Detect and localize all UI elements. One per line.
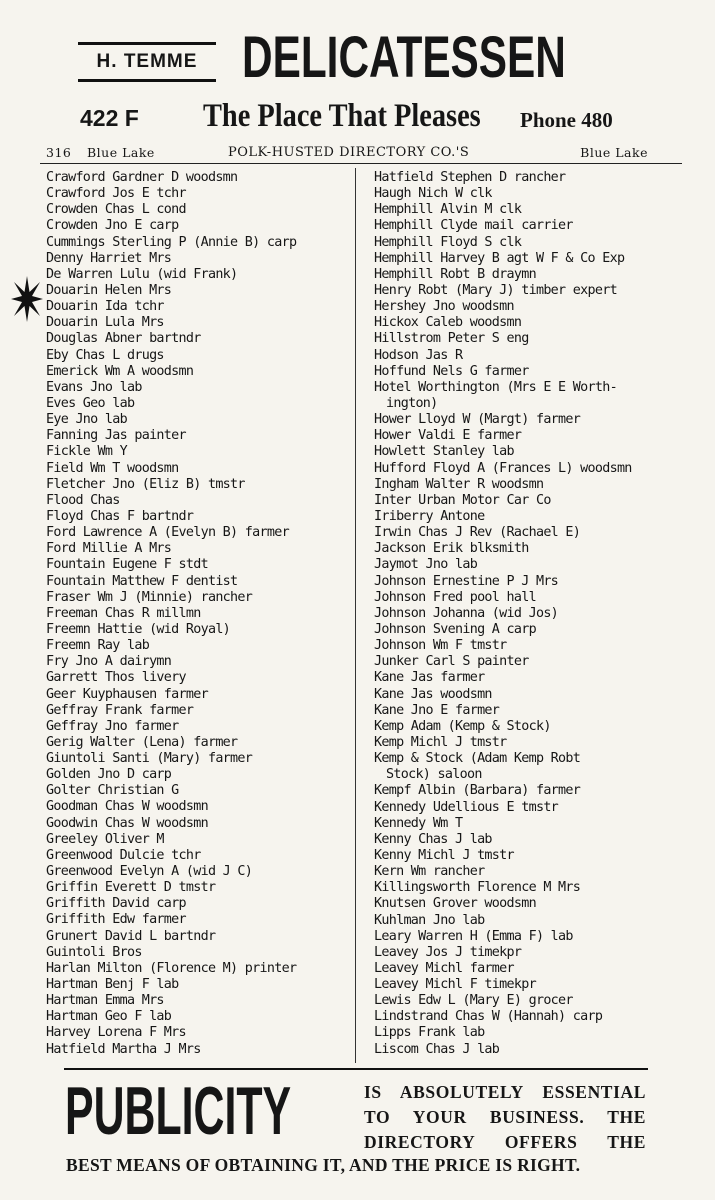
directory-entry	[46, 267, 352, 283]
directory-entry	[374, 525, 686, 541]
entry-text: Hickox Caleb woodsmn	[374, 315, 522, 331]
entry-continuation: Stock) saloon	[386, 767, 482, 783]
entry-text: Cummings Sterling P (Annie B) carp	[46, 234, 297, 250]
left-column-entries	[46, 170, 352, 1058]
directory-entry	[374, 719, 686, 735]
directory-entry	[46, 799, 352, 815]
entry-text: Johnson Wm F tmstr	[374, 638, 507, 654]
entry-text: Kuhlman Jno lab	[374, 912, 485, 928]
directory-entry	[374, 961, 686, 977]
directory-entry	[374, 218, 686, 234]
directory-entry	[374, 1009, 686, 1025]
ad-divider	[64, 1068, 648, 1070]
directory-entry	[374, 283, 686, 299]
entry-text: Harvey Lorena F Mrs	[46, 1025, 186, 1041]
business-phone: Phone 480	[520, 108, 613, 132]
directory-entry	[46, 170, 352, 186]
entry-text: Fickle Wm Y	[46, 444, 127, 460]
entry-text: Fraser Wm J (Minnie) rancher	[46, 589, 253, 605]
starburst-icon	[10, 274, 44, 324]
directory-entry	[46, 912, 352, 928]
directory-entry	[374, 606, 686, 622]
entry-text: Greenwood Evelyn A (wid J C)	[46, 864, 253, 880]
directory-entry	[374, 1025, 686, 1041]
entry-text: Freeman Chas R millmn	[46, 605, 201, 621]
right-column-entries	[374, 170, 686, 1058]
entry-text: De Warren Lulu (wid Frank)	[46, 266, 238, 282]
directory-entry	[46, 880, 352, 896]
directory-entry	[46, 961, 352, 977]
entry-text: Grunert David L bartndr	[46, 928, 216, 944]
entry-text: Killingsworth Florence M Mrs	[374, 880, 581, 896]
directory-entry	[374, 428, 686, 444]
directory-entry	[46, 719, 352, 735]
entry-text: Hower Valdi E farmer	[374, 428, 522, 444]
entry-text: Ford Lawrence A (Evelyn B) farmer	[46, 525, 289, 541]
directory-entry	[46, 929, 352, 945]
entry-text: Kenny Chas J lab	[374, 831, 492, 847]
directory-entry	[374, 751, 686, 783]
directory-entry	[46, 299, 352, 315]
publicity-line-3: DIRECTORY OFFERS THE	[364, 1132, 646, 1152]
directory-entry	[46, 444, 352, 460]
entry-text: Hartman Geo F lab	[46, 1009, 172, 1025]
entry-text: Field Wm T woodsmn	[46, 460, 179, 476]
entry-text: Goodwin Chas W woodsmn	[46, 815, 208, 831]
entry-text: Kempf Albin (Barbara) farmer	[374, 783, 581, 799]
entry-text: Hufford Floyd A (Frances L) woodsmn	[374, 460, 632, 476]
directory-entry	[374, 654, 686, 670]
entry-text: Lindstrand Chas W (Hannah) carp	[374, 1009, 603, 1025]
entry-text: Geffray Frank farmer	[46, 702, 194, 718]
entry-continuation: ington)	[386, 395, 438, 411]
entry-text: Goodman Chas W woodsmn	[46, 799, 208, 815]
entry-text: Eye Jno lab	[46, 412, 127, 428]
directory-entry	[374, 993, 686, 1009]
publisher-name: POLK-HUSTED DIRECTORY CO.'S	[228, 145, 470, 160]
entry-text: Hemphill Harvey B agt W F & Co Exp	[374, 250, 625, 266]
directory-entry	[374, 977, 686, 993]
directory-entry	[374, 235, 686, 251]
directory-entry	[374, 864, 686, 880]
directory-entry	[46, 315, 352, 331]
entry-text: Johnson Johanna (wid Jos)	[374, 605, 559, 621]
directory-entry	[374, 703, 686, 719]
entry-text: Leavey Michl F timekpr	[374, 977, 536, 993]
directory-entry	[374, 380, 686, 412]
directory-entry	[46, 493, 352, 509]
entry-text: Fountain Matthew F dentist	[46, 573, 238, 589]
directory-entry	[46, 735, 352, 751]
directory-entry	[46, 428, 352, 444]
entry-text: Hower Lloyd W (Margt) farmer	[374, 412, 581, 428]
entry-text: Iriberry Antone	[374, 508, 485, 524]
entry-text: Golden Jno D carp	[46, 767, 172, 783]
directory-entry	[374, 832, 686, 848]
entry-text: Henry Robt (Mary J) timber expert	[374, 282, 617, 298]
entry-text: Kane Jno E farmer	[374, 702, 500, 718]
entry-text: Douglas Abner bartndr	[46, 331, 201, 347]
entry-text: Eves Geo lab	[46, 395, 135, 411]
entry-text: Hemphill Alvin M clk	[374, 202, 522, 218]
entry-text: Crowden Chas L cond	[46, 202, 186, 218]
entry-text: Eby Chas L drugs	[46, 347, 164, 363]
entry-text: Freemn Ray lab	[46, 638, 150, 654]
directory-entry	[46, 283, 352, 299]
entry-text: Kennedy Wm T	[374, 815, 463, 831]
entry-text: Fanning Jas painter	[46, 428, 186, 444]
directory-entry	[374, 800, 686, 816]
entry-text: Hartman Emma Mrs	[46, 993, 164, 1009]
publicity-line-4: BEST MEANS OF OBTAINING IT, AND THE PRICE IS RIGHT.	[66, 1155, 581, 1175]
directory-entry	[46, 783, 352, 799]
directory-entry	[374, 590, 686, 606]
directory-entry	[46, 670, 352, 686]
temme-delicatessen-ad	[70, 24, 645, 134]
directory-entry	[46, 638, 352, 654]
entry-text: Fry Jno A dairymn	[46, 654, 172, 670]
directory-entry	[374, 251, 686, 267]
directory-entry	[374, 848, 686, 864]
entry-text: Leary Warren H (Emma F) lab	[374, 928, 573, 944]
directory-entry	[46, 590, 352, 606]
publicity-copy	[364, 1080, 646, 1155]
directory-entry	[46, 380, 352, 396]
entry-text: Haugh Nich W clk	[374, 186, 492, 202]
entry-text: Kane Jas farmer	[374, 670, 485, 686]
directory-entry	[374, 638, 686, 654]
entry-text: Hartman Benj F lab	[46, 977, 179, 993]
column-divider	[355, 168, 356, 1063]
directory-entry	[374, 816, 686, 832]
entry-text: Lipps Frank lab	[374, 1025, 485, 1041]
directory-entry	[46, 574, 352, 590]
entry-text: Crawford Gardner D woodsmn	[46, 170, 238, 185]
directory-entry	[46, 557, 352, 573]
directory-entry	[374, 929, 686, 945]
entry-text: Johnson Ernestine P J Mrs	[374, 573, 559, 589]
directory-entry	[46, 364, 352, 380]
directory-entry	[46, 864, 352, 880]
directory-entry	[374, 364, 686, 380]
directory-entry	[46, 202, 352, 218]
entry-text: Crawford Jos E tchr	[46, 186, 186, 202]
entry-text: Ford Millie A Mrs	[46, 541, 172, 557]
entry-text: Freemn Hattie (wid Royal)	[46, 621, 231, 637]
entry-text: Kennedy Udellious E tmstr	[374, 799, 559, 815]
directory-entry	[46, 461, 352, 477]
directory-entry	[374, 444, 686, 460]
entry-text: Kemp & Stock (Adam Kemp Robt	[374, 751, 581, 767]
entry-text: Golter Christian G	[46, 783, 179, 799]
directory-entry	[46, 331, 352, 347]
entry-text: Guintoli Bros	[46, 944, 142, 960]
publicity-headline: PUBLICITY	[65, 1073, 292, 1149]
directory-entry	[374, 574, 686, 590]
entry-text: Douarin Ida tchr	[46, 299, 164, 315]
directory-entry	[46, 622, 352, 638]
entry-text: Jackson Erik blksmith	[374, 541, 529, 557]
directory-entry	[46, 525, 352, 541]
business-address: 422 F	[80, 105, 139, 131]
directory-entry	[374, 299, 686, 315]
city-left: Blue Lake	[87, 145, 155, 160]
directory-entry	[46, 977, 352, 993]
entry-text: Johnson Fred pool hall	[374, 589, 536, 605]
entry-text: Kemp Adam (Kemp & Stock)	[374, 718, 551, 734]
directory-entry	[374, 267, 686, 283]
directory-entry	[46, 1009, 352, 1025]
directory-entry	[374, 461, 686, 477]
directory-entry	[374, 493, 686, 509]
entry-text: Floyd Chas F bartndr	[46, 508, 194, 524]
directory-entry	[46, 541, 352, 557]
directory-entry	[374, 896, 686, 912]
directory-entry	[46, 606, 352, 622]
entry-text: Hemphill Robt B draymn	[374, 266, 536, 282]
page-number: 316	[46, 145, 72, 160]
entry-text: Leavey Michl farmer	[374, 960, 514, 976]
business-slogan: The Place That Pleases	[203, 98, 481, 134]
entry-text: Jaymot Jno lab	[374, 557, 478, 573]
directory-entry	[46, 654, 352, 670]
entry-text: Fountain Eugene F stdt	[46, 557, 208, 573]
city-right: Blue Lake	[580, 145, 648, 160]
directory-entry	[46, 767, 352, 783]
entry-text: Leavey Jos J timekpr	[374, 944, 522, 960]
directory-entry	[46, 186, 352, 202]
entry-text: Hillstrom Peter S eng	[374, 331, 529, 347]
directory-entry	[374, 913, 686, 929]
directory-entry	[374, 348, 686, 364]
entry-text: Emerick Wm A woodsmn	[46, 363, 194, 379]
directory-entry	[374, 202, 686, 218]
entry-text: Lewis Edw L (Mary E) grocer	[374, 993, 573, 1009]
entry-text: Denny Harriet Mrs	[46, 250, 172, 266]
entry-text: Howlett Stanley lab	[374, 444, 514, 460]
directory-entry	[374, 945, 686, 961]
entry-text: Hatfield Martha J Mrs	[46, 1041, 201, 1057]
directory-entry	[46, 509, 352, 525]
entry-text: Kane Jas woodsmn	[374, 686, 492, 702]
entry-text: Crowden Jno E carp	[46, 218, 179, 234]
directory-entry	[374, 170, 686, 186]
directory-entry	[374, 687, 686, 703]
entry-text: Hoffund Nels G farmer	[374, 363, 529, 379]
entry-text: Geffray Jno farmer	[46, 718, 179, 734]
entry-text: Liscom Chas J lab	[374, 1041, 500, 1057]
directory-entry	[374, 783, 686, 799]
directory-entry	[374, 670, 686, 686]
publicity-line-1: IS ABSOLUTELY ESSENTIAL	[364, 1082, 646, 1102]
entry-text: Hemphill Floyd S clk	[374, 234, 522, 250]
entry-text: Hemphill Clyde mail carrier	[374, 218, 573, 234]
directory-entry	[374, 477, 686, 493]
directory-entry	[46, 477, 352, 493]
entry-text: Geer Kuyphausen farmer	[46, 686, 208, 702]
entry-text: Gerig Walter (Lena) farmer	[46, 734, 238, 750]
entry-text: Hodson Jas R	[374, 347, 463, 363]
directory-entry	[46, 348, 352, 364]
entry-text: Douarin Lula Mrs	[46, 315, 164, 331]
directory-entry	[374, 541, 686, 557]
entry-text: Douarin Helen Mrs	[46, 282, 172, 298]
directory-entry	[46, 832, 352, 848]
entry-text: Ingham Walter R woodsmn	[374, 476, 544, 492]
entry-text: Johnson Svening A carp	[374, 621, 536, 637]
entry-text: Junker Carl S painter	[374, 654, 529, 670]
directory-entry	[46, 235, 352, 251]
directory-entry	[374, 1042, 686, 1058]
entry-text: Griffith Edw farmer	[46, 912, 186, 928]
entry-text: Hershey Jno woodsmn	[374, 299, 514, 315]
entry-text: Greenwood Dulcie tchr	[46, 847, 201, 863]
directory-entry	[374, 622, 686, 638]
directory-entry	[46, 703, 352, 719]
entry-text: Kenny Michl J tmstr	[374, 847, 514, 863]
entry-text: Fletcher Jno (Eliz B) tmstr	[46, 476, 245, 492]
directory-entry	[374, 735, 686, 751]
directory-entry	[374, 880, 686, 896]
running-header	[40, 143, 682, 164]
directory-entry	[46, 896, 352, 912]
directory-entry	[46, 816, 352, 832]
entry-text: Irwin Chas J Rev (Rachael E)	[374, 525, 581, 541]
entry-text: Kemp Michl J tmstr	[374, 734, 507, 750]
business-name: DELICATESSEN	[242, 25, 566, 90]
entry-text: Griffith David carp	[46, 896, 186, 912]
directory-entry	[46, 687, 352, 703]
entry-text: Griffin Everett D tmstr	[46, 880, 216, 896]
entry-text: Evans Jno lab	[46, 379, 142, 395]
entry-text: Garrett Thos livery	[46, 670, 186, 686]
directory-entry	[374, 186, 686, 202]
directory-entry	[46, 751, 352, 767]
entry-text: Giuntoli Santi (Mary) farmer	[46, 751, 253, 767]
entry-text: Knutsen Grover woodsmn	[374, 896, 536, 912]
publicity-line-2: TO YOUR BUSINESS. THE	[364, 1107, 646, 1127]
directory-entry	[46, 1025, 352, 1041]
directory-entry	[46, 218, 352, 234]
entry-text: Flood Chas	[46, 492, 120, 508]
entry-text: Greeley Oliver M	[46, 831, 164, 847]
entry-text: Hatfield Stephen D rancher	[374, 170, 566, 185]
directory-entry	[46, 396, 352, 412]
directory-entry	[374, 509, 686, 525]
directory-entry	[374, 331, 686, 347]
entry-text: Kern Wm rancher	[374, 864, 485, 880]
entry-text: Inter Urban Motor Car Co	[374, 492, 551, 508]
directory-entry	[46, 412, 352, 428]
directory-entry	[46, 993, 352, 1009]
directory-entry	[46, 251, 352, 267]
entry-text: Hotel Worthington (Mrs E E Worth-	[374, 379, 617, 395]
directory-entry	[374, 557, 686, 573]
directory-entry	[374, 315, 686, 331]
directory-entry	[46, 945, 352, 961]
proprietor-name: H. TEMME	[78, 42, 216, 82]
directory-entry	[46, 1042, 352, 1058]
directory-entry	[46, 848, 352, 864]
entry-text: Harlan Milton (Florence M) printer	[46, 960, 297, 976]
directory-entry	[374, 412, 686, 428]
